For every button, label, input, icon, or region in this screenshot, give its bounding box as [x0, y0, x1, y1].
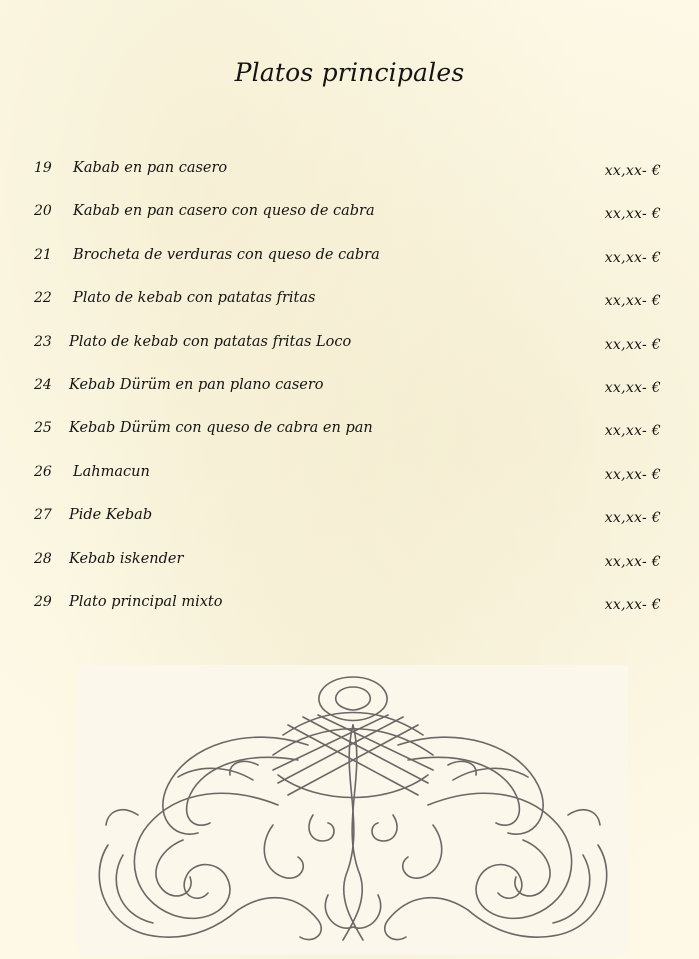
menu-item — [0, 372, 699, 415]
page-title: Platos principales — [234, 58, 465, 87]
item-name: Plato de kebab con patatas fritas Loco — [69, 333, 352, 350]
menu-item — [0, 155, 699, 198]
menu-item — [0, 589, 699, 632]
item-price: xx,xx- € — [604, 379, 661, 396]
item-name: Plato de kebab con patatas fritas — [73, 290, 316, 307]
item-number: 24 — [34, 376, 52, 393]
flourish-icon — [78, 665, 628, 955]
item-name: Plato principal mixto — [69, 593, 223, 610]
item-number: 20 — [34, 203, 52, 220]
item-number: 29 — [34, 593, 52, 610]
menu-item — [0, 285, 699, 328]
item-price: xx,xx- € — [604, 293, 661, 310]
item-number: 21 — [34, 246, 52, 263]
item-price: xx,xx- € — [604, 163, 661, 179]
item-price: xx,xx- € — [604, 423, 661, 440]
item-number: 22 — [34, 290, 52, 307]
menu-item — [0, 242, 699, 285]
item-price: xx,xx- € — [604, 553, 661, 570]
item-name: Brocheta de verduras con queso de cabra — [73, 246, 380, 263]
item-price: xx,xx- € — [604, 510, 661, 527]
item-name: Kabab en pan casero — [73, 160, 228, 176]
menu-item — [0, 329, 699, 372]
item-number: 19 — [34, 160, 52, 176]
item-number: 23 — [34, 333, 52, 350]
menu-item — [0, 459, 699, 502]
item-name: Pide Kebab — [69, 507, 153, 524]
item-name: Lahmacun — [73, 463, 150, 480]
item-name: Kebab Dürüm con queso de cabra en pan — [69, 420, 373, 437]
item-name: Kebab iskender — [69, 550, 184, 567]
menu-item — [0, 546, 699, 589]
item-number: 27 — [34, 507, 52, 524]
item-name: Kebab Dürüm en pan plano casero — [69, 376, 324, 393]
item-price: xx,xx- € — [604, 249, 661, 266]
item-number: 25 — [34, 420, 52, 437]
menu-list — [0, 155, 699, 632]
item-price: xx,xx- € — [604, 596, 661, 613]
item-price: xx,xx- € — [604, 466, 661, 483]
item-number: 26 — [34, 463, 52, 480]
menu-item — [0, 198, 699, 241]
item-price: xx,xx- € — [604, 336, 661, 353]
menu-item — [0, 502, 699, 545]
menu-item — [0, 415, 699, 458]
calligraphic-flourish-ornament — [78, 665, 628, 955]
item-number: 28 — [34, 550, 52, 567]
item-name: Kabab en pan casero con queso de cabra — [73, 203, 375, 220]
item-price: xx,xx- € — [604, 206, 661, 223]
